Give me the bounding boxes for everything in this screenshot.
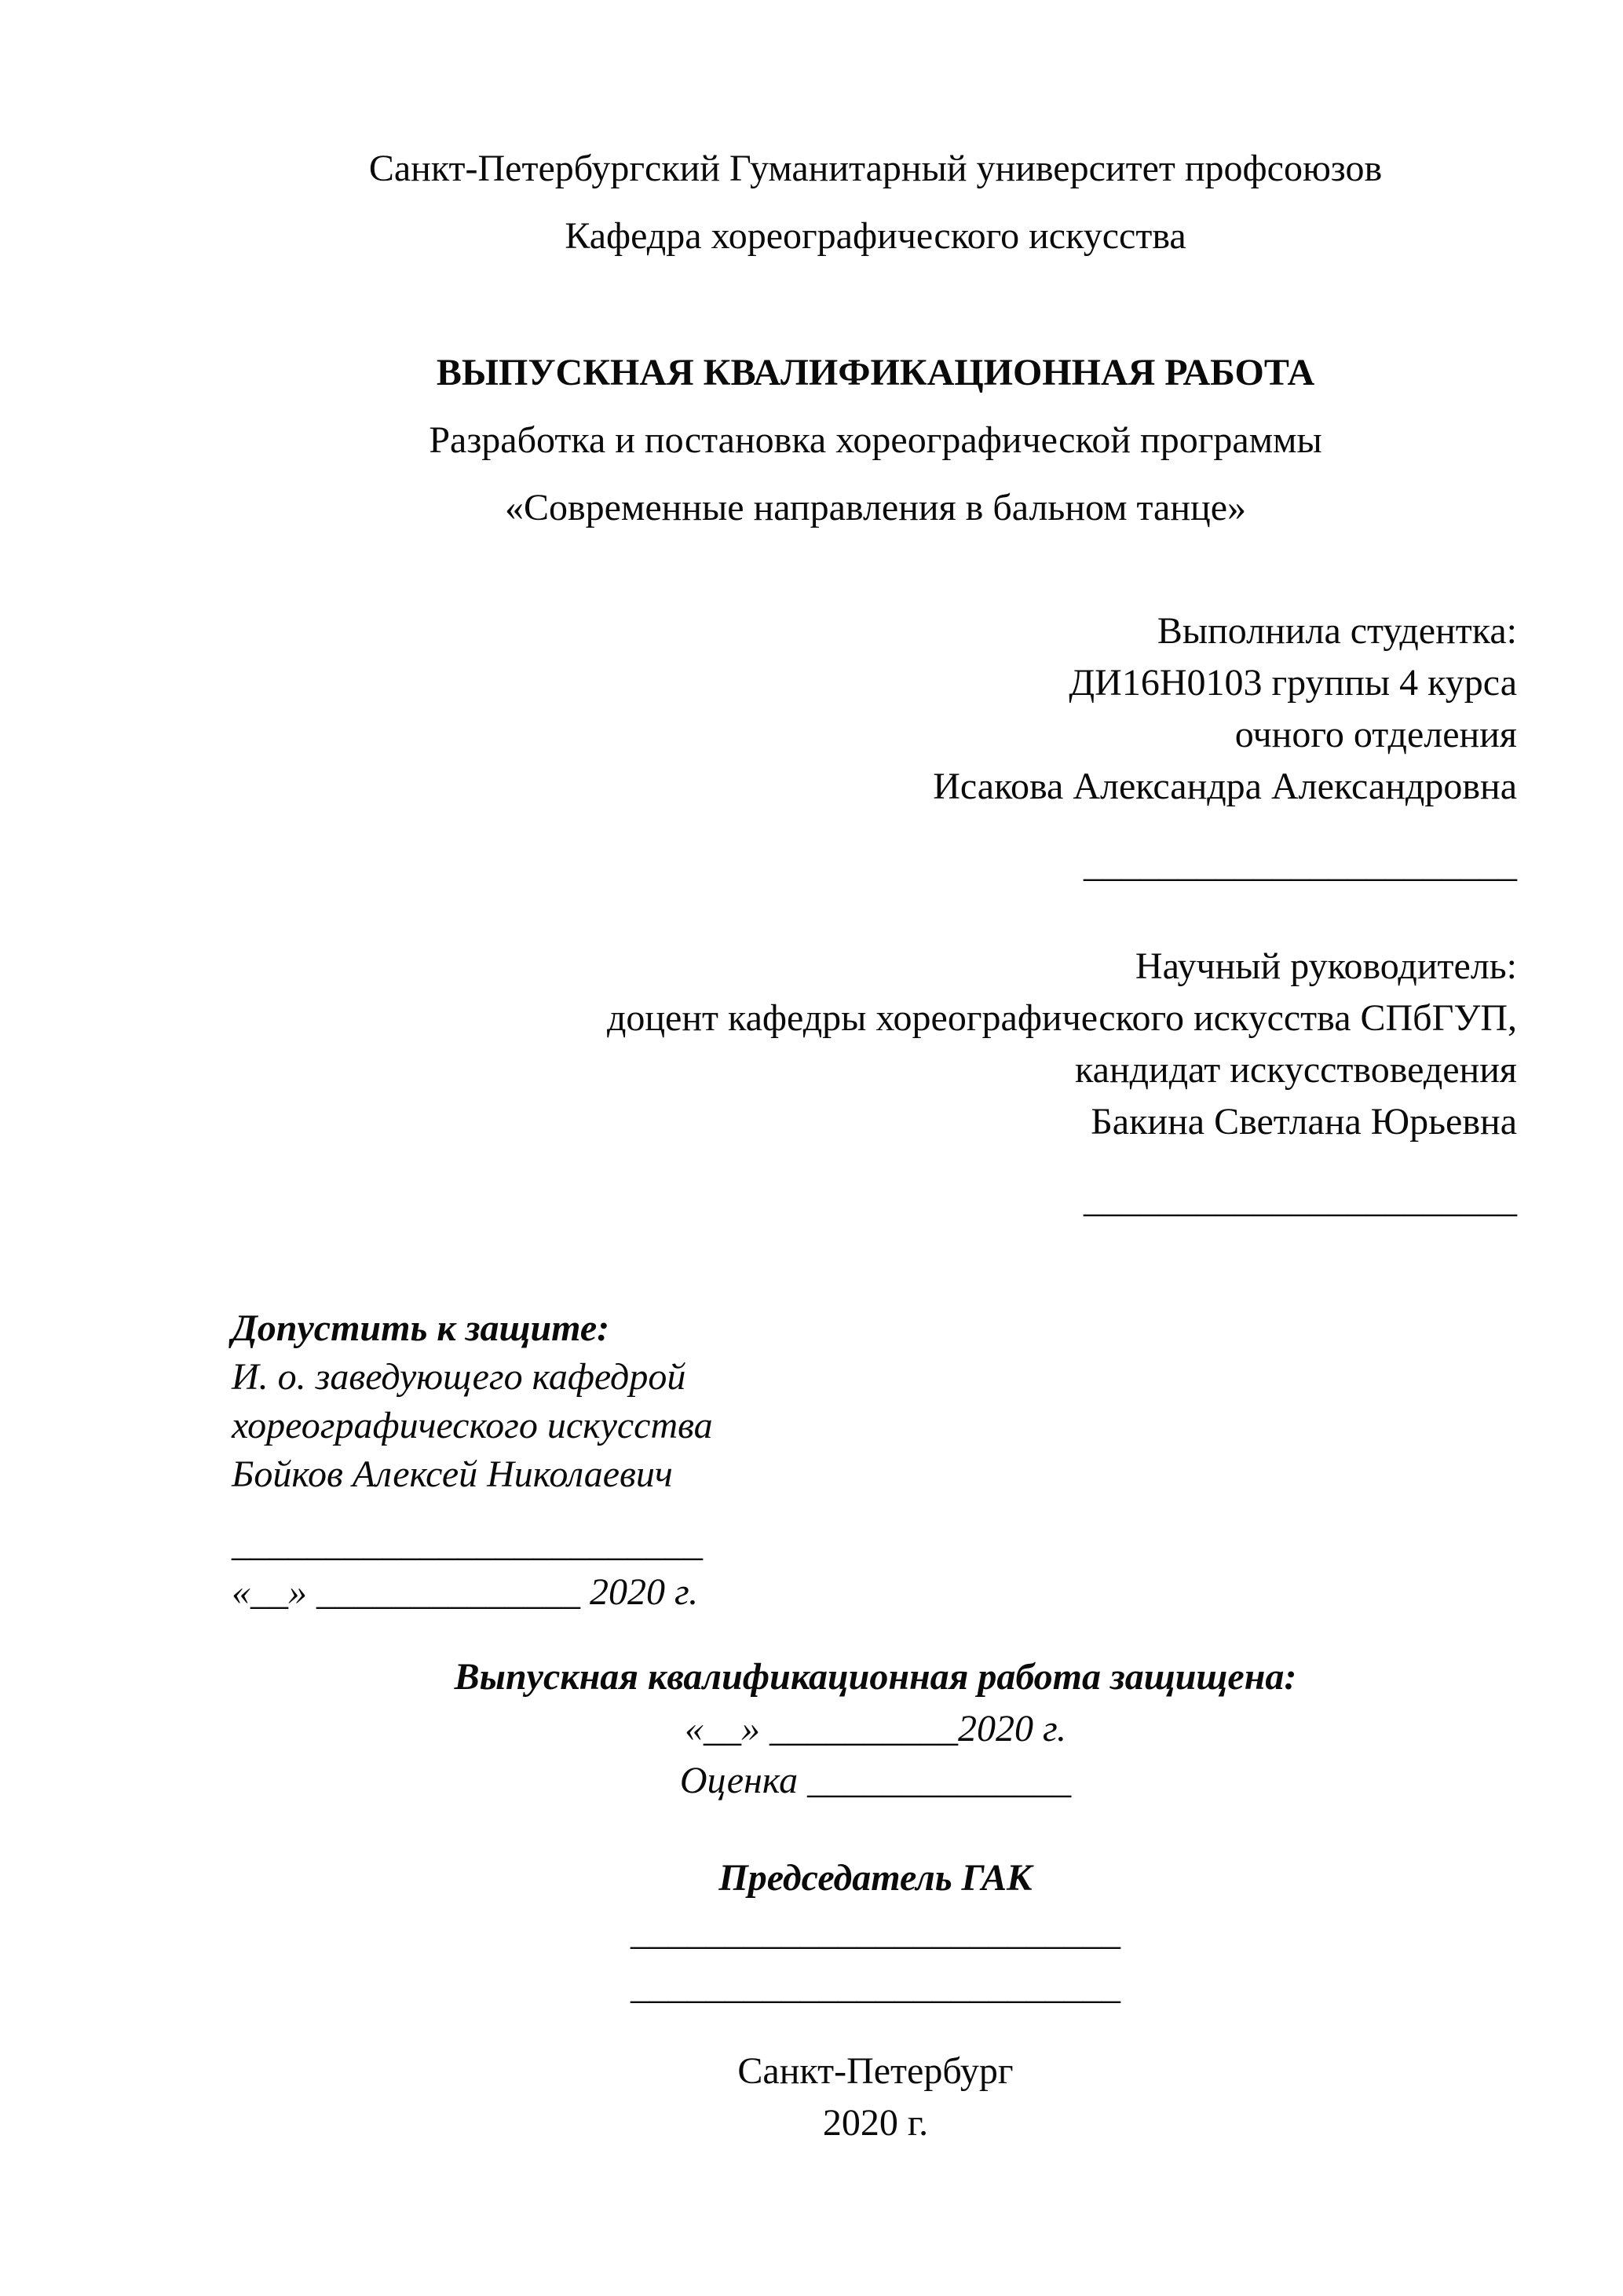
student-group: ДИ16Н0103 группы 4 курса xyxy=(1069,662,1517,704)
chairman-signature-line-2: __________________________ xyxy=(631,1965,1120,2007)
supervisor-position: доцент кафедры хореографического искусства СПбГУП, xyxy=(606,997,1517,1039)
supervisor-heading: Научный руководитель: xyxy=(1135,945,1517,987)
student-name: Исакова Александра Александровна xyxy=(933,766,1517,807)
student-block xyxy=(933,605,1517,890)
title-block xyxy=(232,339,1519,542)
supervisor-name: Бакина Светлана Юрьевна xyxy=(1091,1101,1517,1143)
chairman-signature-line-1: __________________________ xyxy=(631,1911,1120,1953)
admission-official-name: Бойков Алексей Николаевич xyxy=(232,1453,673,1495)
department-name: Кафедра хореографического искусства xyxy=(565,215,1186,257)
student-signature-line: _______________________ xyxy=(1084,843,1517,885)
supervisor-block xyxy=(607,941,1517,1226)
work-name-quoted: «Современные направления в бальном танце» xyxy=(504,487,1247,528)
defense-block xyxy=(232,1651,1519,1807)
work-type-title: ВЫПУСКНАЯ КВАЛИФИКАЦИОННАЯ РАБОТА xyxy=(436,352,1315,393)
supervisor-degree: кандидат искусствоведения xyxy=(1075,1049,1517,1091)
chairman-block xyxy=(232,1851,1519,2013)
university-name: Санкт-Петербургский Гуманитарный университет профсоюзов xyxy=(368,148,1383,189)
supervisor-signature-line: _______________________ xyxy=(1084,1179,1517,1220)
defense-date-line: «__» __________2020 г. xyxy=(684,1708,1067,1749)
footer-city: Санкт-Петербург xyxy=(737,2050,1014,2092)
admission-heading: Допустить к защите: xyxy=(232,1307,610,1349)
header-block xyxy=(232,135,1519,270)
defense-grade-line: Оценка ______________ xyxy=(679,1760,1072,1801)
admission-signature-line: _________________________ xyxy=(232,1523,703,1564)
footer-block xyxy=(232,2046,1519,2149)
defense-heading: Выпускная квалификационная работа защищена: xyxy=(454,1656,1297,1698)
footer-year: 2020 г. xyxy=(822,2102,929,2144)
admission-official-role-1: И. о. заведующего кафедрой xyxy=(232,1356,686,1398)
admission-official-role-2: хореографического искусства xyxy=(232,1405,713,1446)
admission-date-line: «__» ______________ 2020 г. xyxy=(232,1571,699,1613)
admission-block xyxy=(232,1304,1519,1617)
chairman-heading: Председатель ГАК xyxy=(718,1857,1033,1899)
student-study-form: очного отделения xyxy=(1234,714,1517,755)
work-subject: Разработка и постановка хореографической программы xyxy=(429,419,1322,461)
student-heading: Выполнила студентка: xyxy=(1157,610,1517,652)
